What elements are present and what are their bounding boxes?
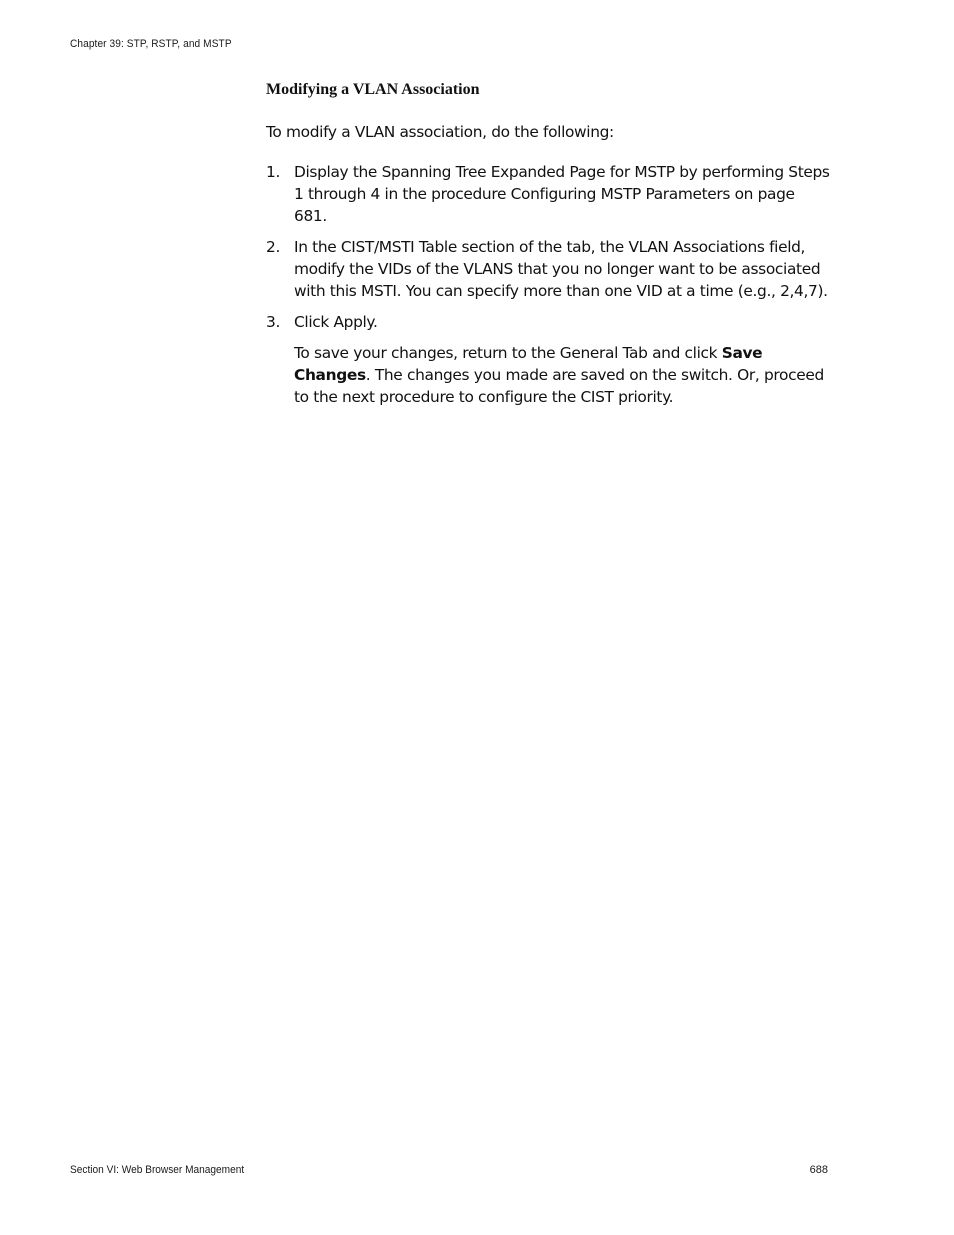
step-item-1: [266, 161, 831, 227]
step-text: In the CIST/MSTI Table section of the tab, the VLAN Associations field, modify the VIDs of the VLANS that you no longer want to be associated with this MSTI. You can specify more than one VID at a time (e.g., 2,4,7).: [294, 238, 828, 300]
section-title: Modifying a VLAN Association: [266, 81, 480, 98]
step-text: Click Apply.: [294, 313, 378, 331]
step-number: 3.: [266, 313, 280, 331]
step-item-3: [266, 311, 831, 333]
step-item-2: [266, 236, 831, 302]
procedure-steps: [266, 161, 831, 333]
save-note-paragraph: [294, 342, 831, 408]
step-text: Display the Spanning Tree Expanded Page for MSTP by performing Steps 1 through 4 in the procedure Configuring MSTP Parameters on page 681.: [294, 163, 830, 225]
page-number: 688: [809, 1164, 828, 1176]
main-content: [266, 78, 831, 408]
footer-section-title: Section VI: Web Browser Management: [70, 1164, 245, 1176]
step-number: 2.: [266, 238, 280, 256]
save-changes-emphasis: Save Changes: [294, 344, 763, 384]
intro-paragraph: To modify a VLAN association, do the following:: [266, 123, 614, 141]
note-text-before: To save your changes, return to the General Tab and click: [294, 344, 722, 362]
running-header: Chapter 39: STP, RSTP, and MSTP: [70, 38, 232, 50]
note-text-after: . The changes you made are saved on the switch. Or, proceed to the next procedure to configure the CIST priority.: [294, 366, 824, 406]
step-number: 1.: [266, 163, 280, 181]
